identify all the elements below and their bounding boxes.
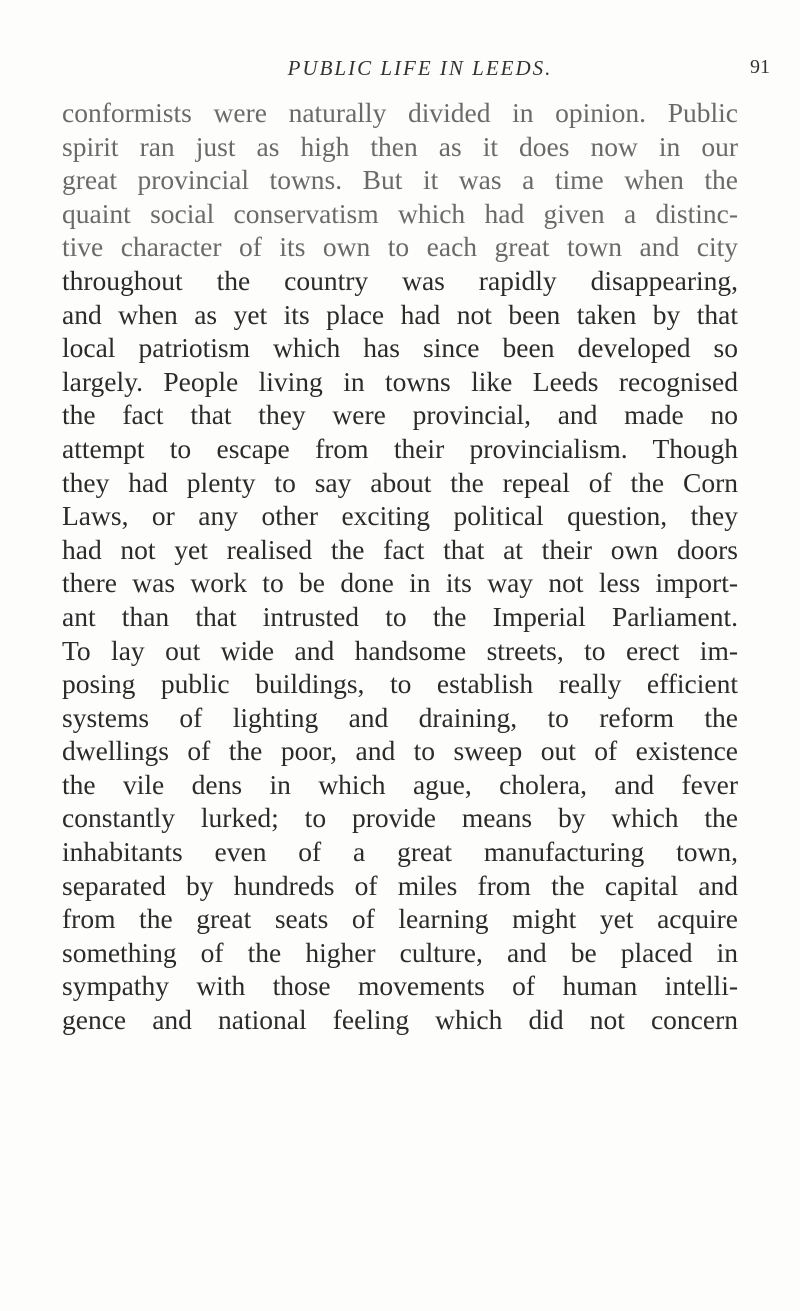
text-line: the vile dens in which ague, cholera, and fever [62, 768, 738, 800]
page-number: 91 [750, 56, 770, 78]
text-line: sympathy with those movements of human intelli- [62, 970, 738, 1002]
text-line: Laws, or any other exciting political question, they [62, 500, 738, 532]
text-line: largely. People living in towns like Leeds recognised [62, 365, 738, 397]
text-line: had not yet realised the fact that at their own doors [62, 533, 738, 565]
text-line: attempt to escape from their provincialism. Though [62, 432, 738, 464]
text-line: they had plenty to say about the repeal of the Corn [62, 466, 738, 498]
text-line: posing public buildings, to establish really efficient [62, 668, 738, 700]
text-line: separated by hundreds of miles from the capital and [62, 869, 738, 901]
text-line: spirit ran just as high then as it does now in our [62, 130, 738, 162]
body-text [62, 96, 738, 1037]
text-line: conformists were naturally divided in opinion. Public [62, 97, 738, 128]
text-line: throughout the country was rapidly disappearing, [62, 264, 738, 296]
text-line: tive character of its own to each great town and city [62, 231, 738, 263]
running-title: PUBLIC LIFE IN LEEDS. [287, 56, 553, 80]
text-line: quaint social conservatism which had given a distinc- [62, 197, 738, 229]
text-line: and when as yet its place had not been taken by that [62, 298, 738, 330]
text-line: gence and national feeling which did not concern [62, 1004, 738, 1036]
text-line: something of the higher culture, and be placed in [62, 936, 738, 968]
text-line: systems of lighting and draining, to reform the [62, 701, 738, 733]
text-line: To lay out wide and handsome streets, to erect im- [62, 634, 738, 666]
text-line: inhabitants even of a great manufacturing town, [62, 836, 738, 868]
text-line: great provincial towns. But it was a time when the [62, 164, 738, 196]
text-line: the fact that they were provincial, and made no [62, 399, 738, 431]
text-line: there was work to be done in its way not less import- [62, 567, 738, 599]
text-line: from the great seats of learning might yet acquire [62, 903, 738, 935]
text-line: ant than that intrusted to the Imperial Parliament. [62, 600, 738, 632]
running-head [60, 56, 780, 96]
text-line: dwellings of the poor, and to sweep out of existence [62, 735, 738, 767]
text-line: constantly lurked; to provide means by which the [62, 802, 738, 834]
text-line: local patriotism which has since been developed so [62, 332, 738, 364]
